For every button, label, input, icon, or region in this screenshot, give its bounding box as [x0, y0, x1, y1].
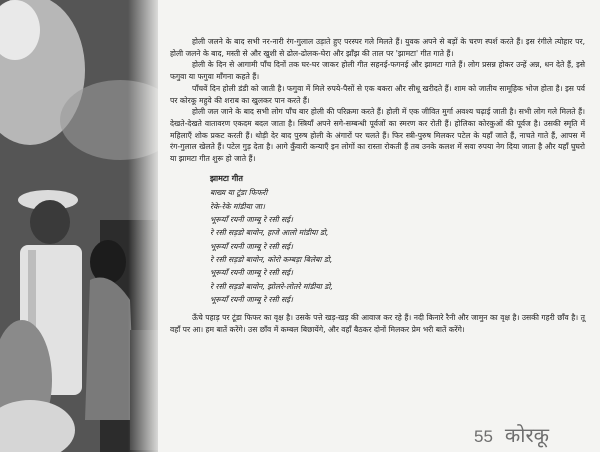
paragraph: होली जल जाने के बाद सभी लोग पाँच बार होली की परिक्रमा करते हैं। होली में एक जीवित मुर्गा अवश्य चढ़ाई जाती है। सभी लोग गले मिलते हैं। देखते-देखते वातावरण एकदम बदल जाता है। स्त्रियाँ अपने सगे-सम्बन्धी पूर्वजों का स्मरण कर रोती हैं। होलिका कोरकुओं की पूर्वज है। उसकी स्मृति में महिलाएँ शोक प्रकट करती हैं। थोड़ी देर बाद पुरुष होली के अंगारों पर चलते हैं। फिर स्त्री-पुरुष मिलकर पटेल के यहाँ जाते हैं, नाचते गाते हैं, आपस में रंग-गुलाल खेलते हैं। पटेल गुड़ देता है। आगे कुँवारी कन्याएँ इन लोगों का रास्ता रोकती हैं तब उनके कलश में सवा रुपया नेग दिया जाता है और यहाँ घुघरो या झामटा गीत शुरू हो जाते हैं।: [170, 107, 585, 164]
page-number: 55: [474, 427, 493, 446]
closing-paragraph: ऊँचे पहाड़ पर टूंडा फिफर का वृक्ष है। उसके पत्ते खड़-खड़ की आवाज कर रहे हैं। नदी किनारे रैनी और जामुन का वृक्ष है। उसकी गहरी छाँव है। तू वहाँ पर आ। हम बातें करेंगे। उस छाँव में कम्बल बिछायेंगे, और वहाँ बैठकर दोनों मिलकर प्रेम भरी बातें करेंगे।: [170, 313, 585, 334]
paragraph: पाँचवें दिन होली डंडी को जाती है। फगुवा में मिले रुपये-पैसों से एक बकरा और सीधू खरीदते हैं। शाम को जातीय सामूहिक भोज होता है। इस पर्व पर कोरकू महुवे की शराब का खुलकर पान करते हैं।: [170, 83, 585, 105]
running-title: कोरकू: [504, 423, 550, 447]
photo-fade-edge: [128, 0, 158, 452]
paragraph: होली जलने के बाद सभी नर-नारी रंग-गुलाल उड़ाते हुए परस्पर गले मिलते हैं। युवक अपने से बड़ों के चरण स्पर्श करते हैं। इस रंगीले त्योहार पर, होली जलने के बाद, मस्ती से और खुशी से ढोल-ढोलक-घेरा और झाँझ की ताल पर 'झामटा' गीत गाते हैं।: [170, 37, 585, 58]
song-line: भूरूयाँ रयनी जाम्बू रे रसी सई।: [210, 268, 293, 278]
song-line: भूरूयाँ रयनी जाम्बू रे रसी सई।: [210, 241, 293, 251]
page-text: [170, 36, 585, 336]
song-line: रे रसी सड़डो बावोन, झोलरे-लोतरे मांडीया डो,: [210, 281, 333, 291]
page-footer: [474, 421, 549, 445]
song-line: बाख्य या टूंडा फिफरी: [210, 188, 268, 198]
festival-photo: [0, 0, 158, 452]
song-block: [210, 173, 585, 306]
paragraph: होली के दिन से आगामी पाँच दिनों तक घर-घर जाकर होली गीत सहनई-फगनई और झामटा गाते हैं। लोग प्रसन्न होकर उन्हें अन्न, धन देते हैं, इसे फगुवा या फगुवा माँगना कहते हैं।: [170, 60, 585, 82]
song-line: भूरूयाँ रयनी जाम्बू रे रसी सई।: [210, 294, 293, 304]
song-line: रे रसी सड़डो बावोन, हाजे आलो मांडीया डो,: [210, 228, 329, 238]
song-line: रे रसी सड़डो बावोन, कोरो कम्बड़ा बिलेबा डो,: [210, 254, 333, 264]
song-line: रेके-रेके मांडीया जा।: [210, 201, 265, 211]
song-line: भूरूयाँ रयनी जाम्बू रे रसी सई।: [210, 215, 293, 225]
song-title: झामटा गीत: [210, 173, 243, 183]
